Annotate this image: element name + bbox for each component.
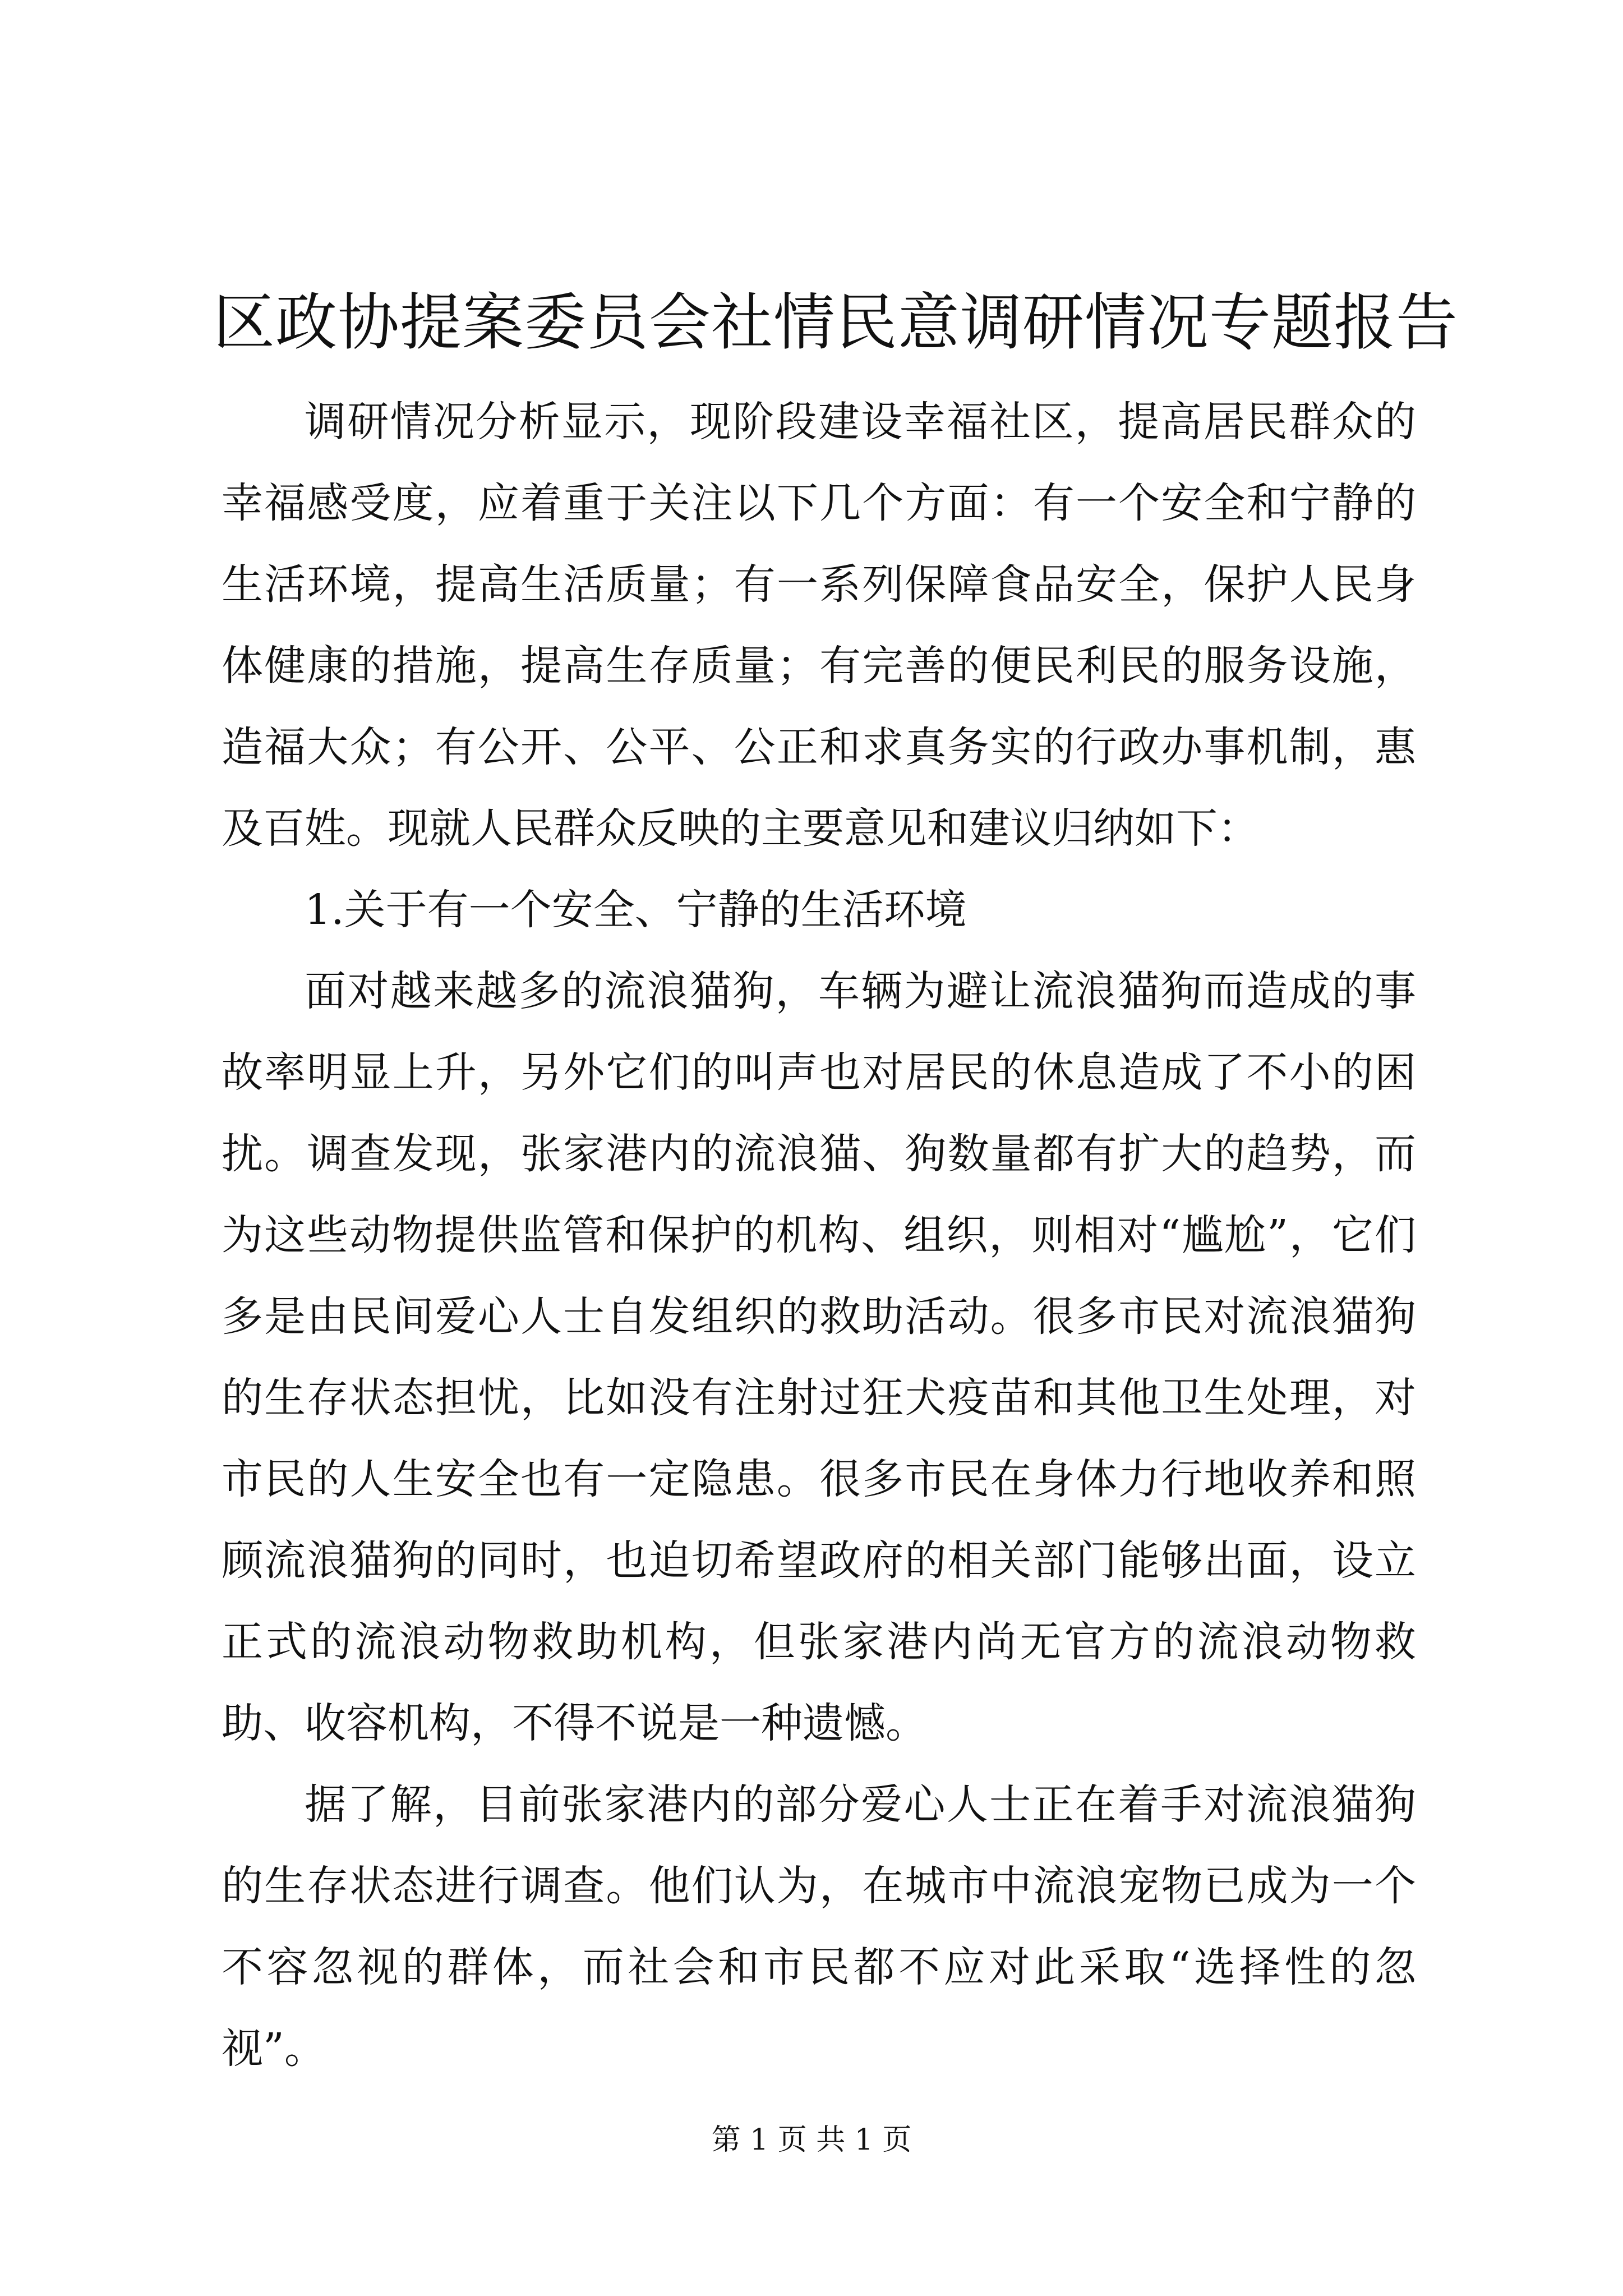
body-paragraph: 面对越来越多的流浪猫狗，车辆为避让流浪猫狗而造成的事故率明显上升，另外它们的叫声也对居民的休息造成了不小的困扰。调查发现，张家港内的流浪猫、狗数量都有扩大的趋势，而为这些动物提供监管和保护的机构、组织，则相对“尴尬”，它们多是由民间爱心人士自发组织的救助活动。很多市民对流浪猫狗的生存状态担忧，比如没有注射过狂犬疫苗和其他卫生处理，对市民的人生安全也有一定隐患。很多市民在身体力行地收养和照顾流浪猫狗的同时，也迫切希望政府的相关部门能够出面，设立正式的流浪动物救助机构，但张家港内尚无官方的流浪动物救助、收容机构，不得不说是一种遗憾。 [222,967,1416,1747]
document-title: 区政协提案委员会社情民意调研情况专题报告 [213,287,1458,358]
intro-paragraph: 调研情况分析显示，现阶段建设幸福社区，提高居民群众的幸福感受度，应着重于关注以下几个方面：有一个安全和宁静的生活环境，提高生活质量；有一系列保障食品安全，保护人民身体健康的措施，提高生存质量；有完善的便民利民的服务设施，造福大众；有公开、公平、公正和求真务实的行政办事机制，惠及百姓。现就人民群众反映的主要意见和建议归纳如下： [222,398,1416,853]
body-paragraph: 据了解，目前张家港内的部分爱心人士正在着手对流浪猫狗的生存状态进行调查。他们认为，在城市中流浪宠物已成为一个不容忽视的群体，而社会和市民都不应对此采取“选择性的忽视”。 [222,1780,1416,2073]
section-heading: 1.关于有一个安全、宁静的生活环境 [305,886,967,934]
document-body [222,381,1416,2090]
page-number: 第 1 页 共 1 页 [711,2123,912,2157]
page-footer [0,2120,1623,2160]
